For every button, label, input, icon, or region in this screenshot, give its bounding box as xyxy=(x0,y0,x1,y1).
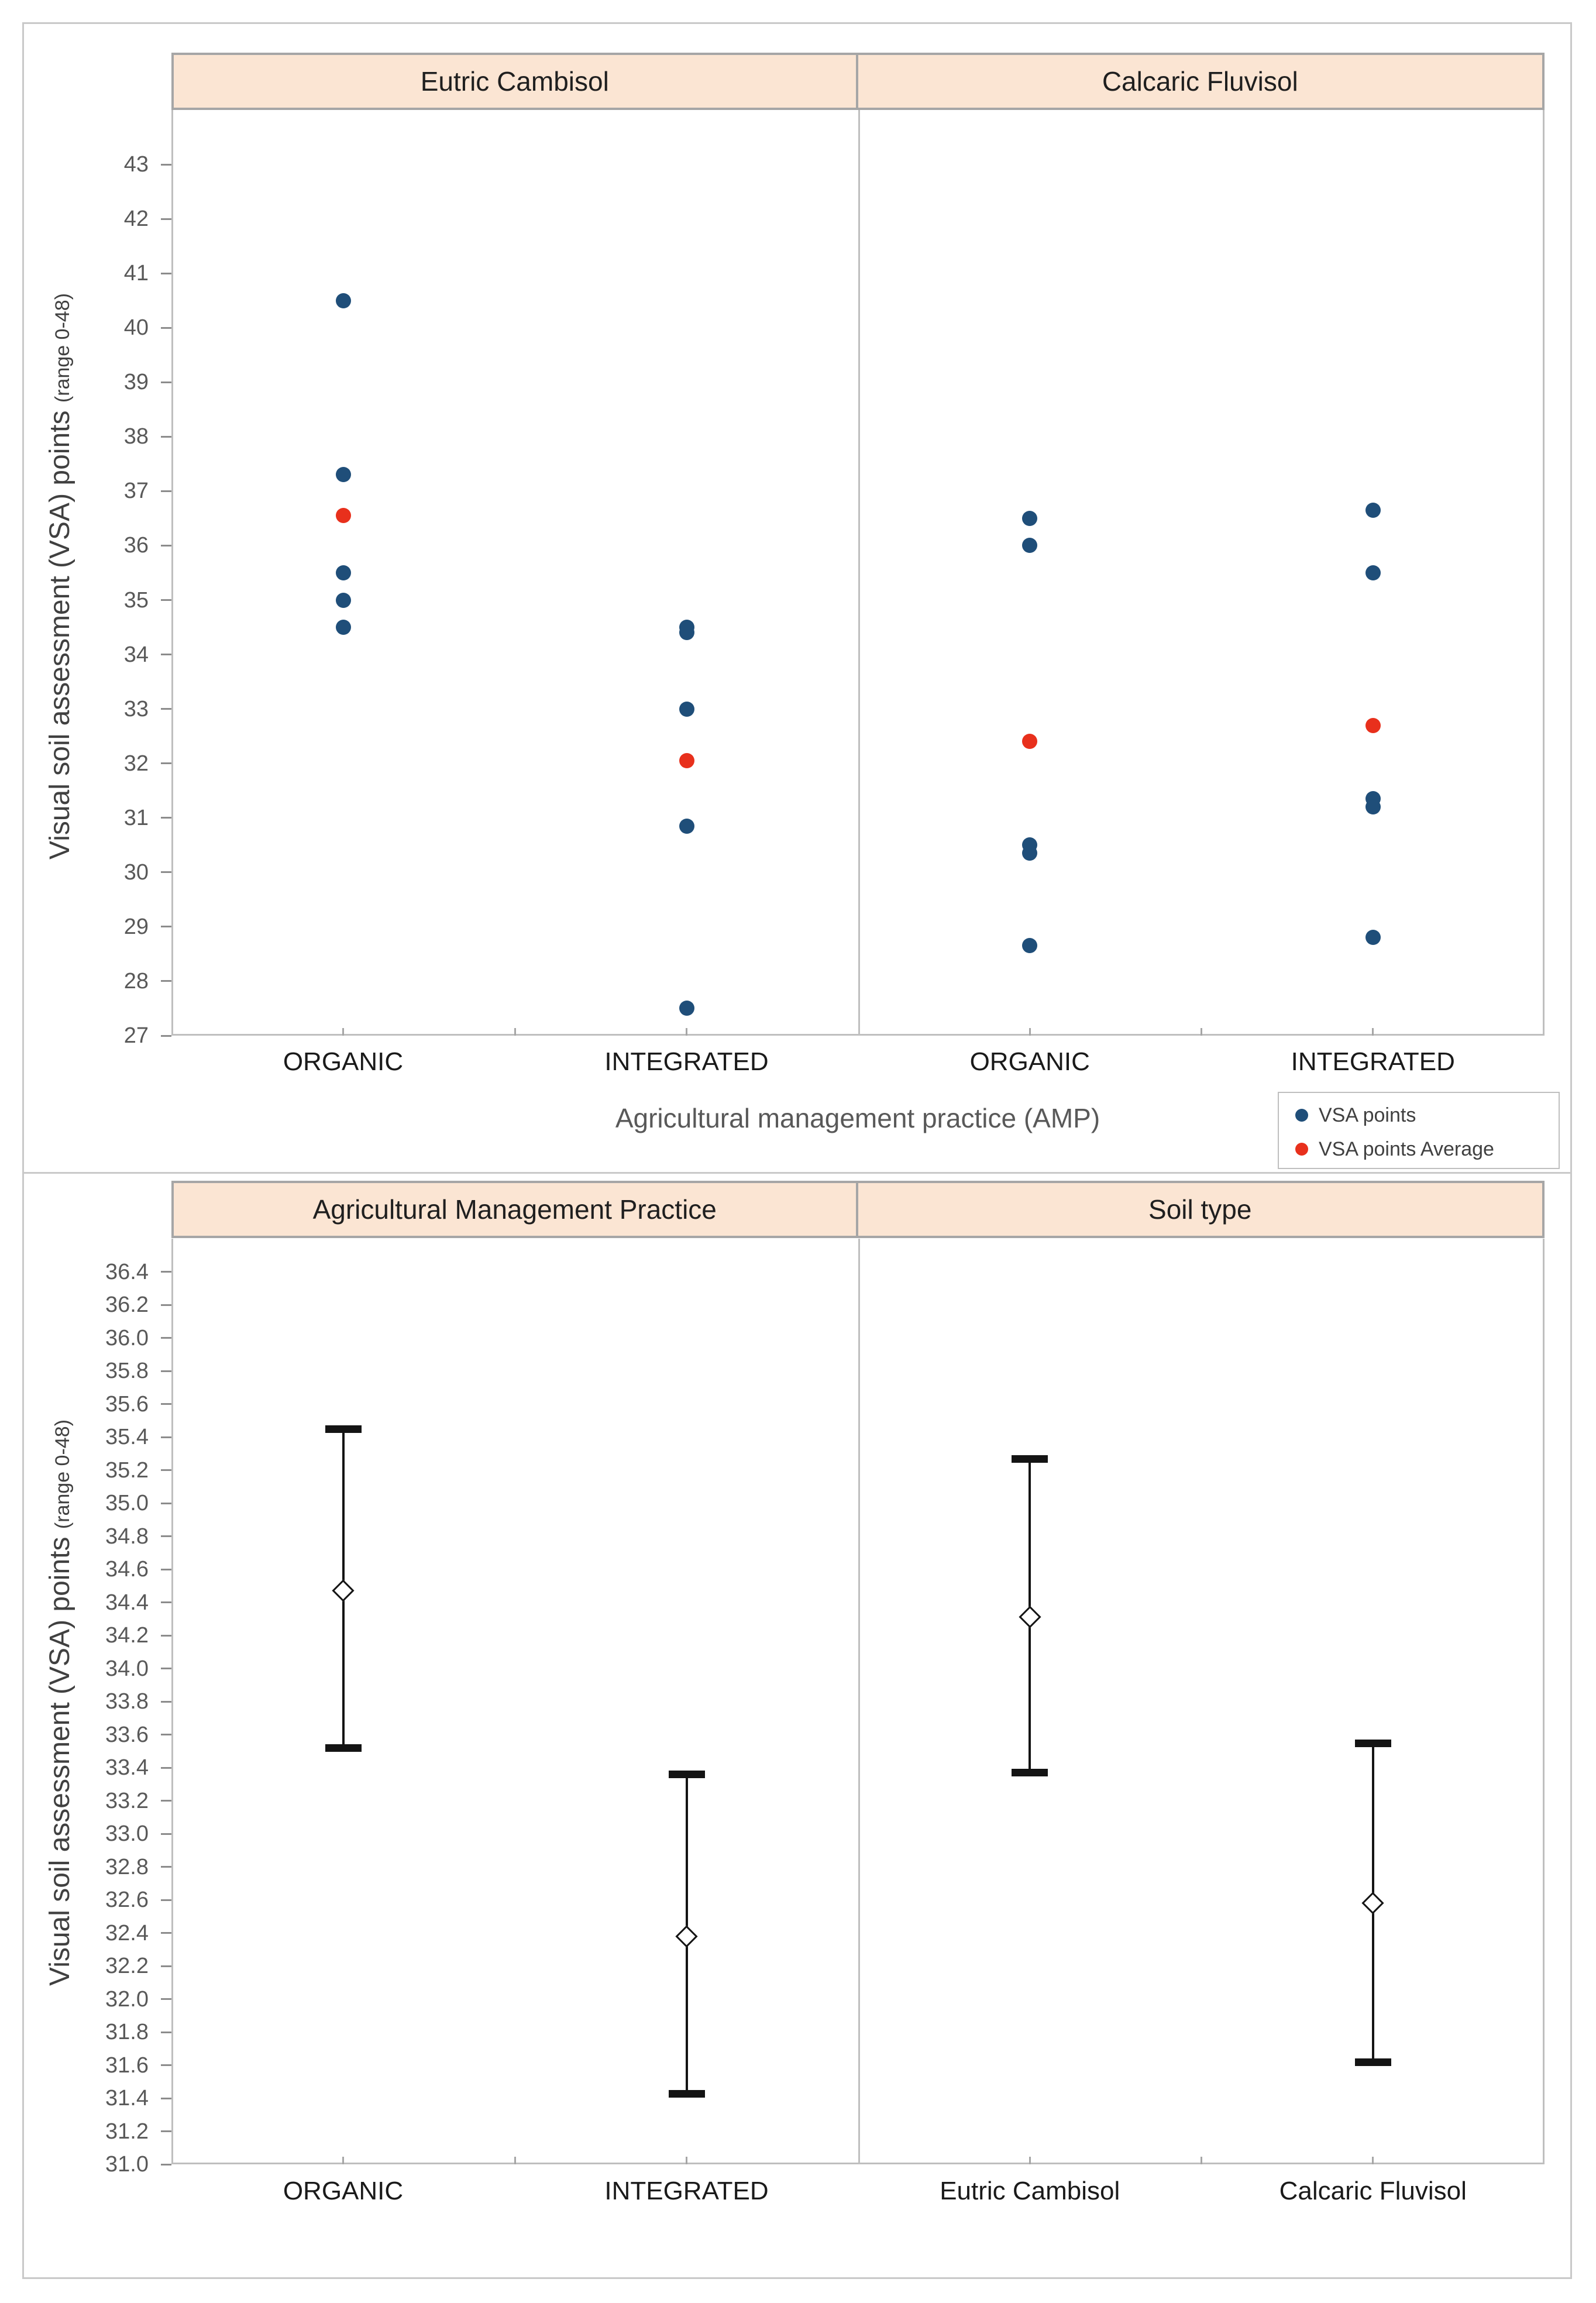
y-axis-tick xyxy=(161,1932,171,1934)
y-axis-tick xyxy=(161,1403,171,1405)
y-axis-tick-label: 34.0 xyxy=(105,1656,149,1681)
average-point xyxy=(336,508,351,523)
y-axis-tick xyxy=(161,327,171,329)
vsa-points-average-dot-icon xyxy=(1295,1143,1308,1156)
y-axis-tick-label: 34.6 xyxy=(105,1557,149,1582)
y-axis-tick xyxy=(161,436,171,438)
y-axis-tick xyxy=(161,1503,171,1504)
y-axis-tick-label: 36.4 xyxy=(105,1259,149,1284)
y-axis-tick xyxy=(161,1734,171,1735)
category-label: Eutric Cambisol xyxy=(940,2177,1120,2205)
legend-item-vsa-points xyxy=(1295,1104,1416,1127)
y-axis-tick-label: 33 xyxy=(123,696,149,721)
errorbar-y-axis-title: Visual soil assessment (VSA) points (range 0-48) xyxy=(44,1419,75,1986)
category-label: Calcaric Fluvisol xyxy=(1279,2177,1467,2205)
y-axis-tick-label: 32.8 xyxy=(105,1854,149,1879)
error-bar-upper-cap xyxy=(325,1425,362,1433)
average-point xyxy=(1365,718,1381,733)
y-axis-tick-label: 31.8 xyxy=(105,2020,149,2044)
data-point xyxy=(336,467,351,482)
category-label: ORGANIC xyxy=(969,1047,1090,1076)
chart-separator-line xyxy=(22,1172,1572,1174)
y-axis-tick xyxy=(161,1866,171,1868)
y-axis-tick xyxy=(161,273,171,274)
category-label: ORGANIC xyxy=(283,1047,404,1076)
x-axis-category-tick xyxy=(1372,2157,1374,2164)
y-axis-tick-label: 35.2 xyxy=(105,1458,149,1483)
x-axis-category-tick xyxy=(342,2157,344,2164)
x-axis-category-tick xyxy=(1029,2157,1031,2164)
y-axis-tick-label: 35.0 xyxy=(105,1491,149,1515)
y-axis-tick xyxy=(161,1271,171,1273)
y-axis-tick-label: 28 xyxy=(123,968,149,994)
y-axis-tick-label: 30 xyxy=(123,860,149,885)
y-axis-tick-label: 36.2 xyxy=(105,1293,149,1317)
panel-header-calcaric-fluvisol: Calcaric Fluvisol xyxy=(1102,66,1298,97)
y-axis-tick-label: 31.6 xyxy=(105,2053,149,2078)
y-axis-tick xyxy=(161,817,171,819)
y-axis-tick-label: 35.4 xyxy=(105,1425,149,1449)
y-axis-tick xyxy=(161,1569,171,1570)
category-label: INTEGRATED xyxy=(604,2177,769,2205)
average-point xyxy=(679,753,694,768)
category-label: INTEGRATED xyxy=(1291,1047,1455,1076)
data-point xyxy=(1365,799,1381,814)
y-axis-tick-label: 29 xyxy=(123,914,149,939)
y-axis-tick-label: 32.6 xyxy=(105,1888,149,1912)
data-point xyxy=(679,702,694,717)
y-axis-tick xyxy=(161,381,171,383)
category-label: ORGANIC xyxy=(283,2177,404,2205)
x-axis-boundary-tick xyxy=(514,1028,516,1036)
y-axis-tick xyxy=(161,1469,171,1471)
error-bar-upper-cap xyxy=(1355,1740,1391,1747)
y-axis-tick-label: 32 xyxy=(123,751,149,776)
y-axis-tick-label: 34.2 xyxy=(105,1623,149,1648)
y-axis-tick-label: 40 xyxy=(123,315,149,341)
y-axis-tick xyxy=(161,926,171,927)
data-point xyxy=(1365,565,1381,580)
y-axis-tick-label: 34 xyxy=(123,642,149,667)
y-axis-tick xyxy=(161,545,171,546)
y-axis-tick-label: 31.0 xyxy=(105,2152,149,2177)
y-axis-tick xyxy=(161,490,171,492)
x-axis-boundary-tick xyxy=(1201,2157,1202,2164)
panel-header-soil-type: Soil type xyxy=(1148,1194,1252,1225)
y-axis-tick xyxy=(161,1668,171,1669)
y-axis-tick-label: 33.4 xyxy=(105,1755,149,1780)
y-axis-tick-label: 32.2 xyxy=(105,1954,149,1978)
error-bar-lower-cap xyxy=(1355,2058,1391,2066)
error-bar-lower-cap xyxy=(669,2090,705,2098)
y-axis-tick xyxy=(161,2064,171,2066)
y-axis-tick-label: 31 xyxy=(123,805,149,830)
y-axis-tick xyxy=(161,2032,171,2033)
y-axis-tick xyxy=(161,762,171,764)
y-axis-tick-label: 35 xyxy=(123,587,149,613)
data-point xyxy=(1365,503,1381,518)
y-axis-tick-label: 27 xyxy=(123,1023,149,1048)
x-axis-boundary-tick xyxy=(1201,1028,1202,1036)
y-axis-tick xyxy=(161,164,171,166)
dot-plot-area xyxy=(171,110,1545,1036)
panel-divider xyxy=(858,110,860,1034)
error-bar-lower-cap xyxy=(325,1744,362,1752)
vsa-points-dot-icon xyxy=(1295,1109,1308,1122)
y-axis-tick xyxy=(161,1601,171,1603)
y-axis-tick xyxy=(161,2098,171,2099)
data-point xyxy=(1022,511,1037,526)
data-point xyxy=(679,625,694,640)
y-axis-tick xyxy=(161,654,171,655)
y-axis-tick-label: 34.4 xyxy=(105,1590,149,1615)
y-axis-tick xyxy=(161,1701,171,1703)
legend-item-vsa-points-average xyxy=(1295,1137,1494,1161)
y-axis-tick xyxy=(161,1767,171,1769)
y-axis-tick-label: 41 xyxy=(123,261,149,286)
y-axis-tick-label: 36.0 xyxy=(105,1325,149,1350)
x-axis-category-tick xyxy=(342,1028,344,1036)
panel-header-agricultural-management-practice: Agricultural Management Practice xyxy=(174,1183,858,1236)
y-axis-tick-label: 32.4 xyxy=(105,1920,149,1945)
y-axis-tick-label: 34.8 xyxy=(105,1524,149,1549)
errorbar-plot-area xyxy=(171,1239,1545,2164)
y-axis-tick xyxy=(161,1998,171,2000)
data-point xyxy=(679,1001,694,1016)
legend-label: VSA points Average xyxy=(1319,1138,1494,1160)
category-label: INTEGRATED xyxy=(604,1047,769,1076)
y-axis-tick xyxy=(161,1535,171,1537)
error-bar-upper-cap xyxy=(1012,1455,1048,1463)
x-axis-category-tick xyxy=(1372,1028,1374,1036)
errorbar-panel-header-band xyxy=(171,1181,1545,1238)
panel-header-eutric-cambisol: Eutric Cambisol xyxy=(174,55,858,108)
y-axis-tick xyxy=(161,1370,171,1372)
y-axis-tick xyxy=(161,980,171,982)
y-axis-tick xyxy=(161,2130,171,2132)
legend-label: VSA points xyxy=(1319,1104,1416,1126)
x-axis-category-tick xyxy=(686,1028,687,1036)
y-axis-tick xyxy=(161,1833,171,1835)
y-axis-tick xyxy=(161,1035,171,1037)
error-bar-upper-cap xyxy=(669,1771,705,1778)
y-axis-tick-label: 33.6 xyxy=(105,1722,149,1747)
y-axis-tick xyxy=(161,708,171,710)
y-axis-tick-label: 36 xyxy=(123,533,149,558)
dot-plot-y-axis-title: Visual soil assessment (VSA) points (range 0-48) xyxy=(44,293,75,860)
y-axis-tick-label: 38 xyxy=(123,424,149,449)
x-axis-category-tick xyxy=(686,2157,687,2164)
y-axis-tick xyxy=(161,1800,171,1802)
dot-plot-x-axis-title: Agricultural management practice (AMP) xyxy=(615,1103,1100,1133)
y-axis-tick xyxy=(161,1304,171,1306)
y-axis-tick-label: 33.0 xyxy=(105,1821,149,1846)
data-point xyxy=(679,819,694,834)
y-axis-tick-label: 35.6 xyxy=(105,1391,149,1417)
data-point xyxy=(336,593,351,608)
data-point xyxy=(336,620,351,635)
x-axis-category-tick xyxy=(1029,1028,1031,1036)
y-axis-tick-label: 32.0 xyxy=(105,1986,149,2012)
error-bar-lower-cap xyxy=(1012,1769,1048,1776)
y-axis-tick xyxy=(161,1899,171,1901)
legend xyxy=(1278,1092,1560,1169)
y-axis-tick xyxy=(161,1337,171,1339)
x-axis-boundary-tick xyxy=(514,2157,516,2164)
y-axis-tick-label: 42 xyxy=(123,207,149,232)
y-axis-tick-label: 35.8 xyxy=(105,1359,149,1383)
y-axis-tick-label: 37 xyxy=(123,479,149,504)
y-axis-tick-label: 39 xyxy=(123,370,149,395)
y-axis-tick xyxy=(161,1965,171,1967)
data-point xyxy=(336,293,351,308)
y-axis-tick-label: 31.2 xyxy=(105,2119,149,2144)
y-axis-tick xyxy=(161,218,171,220)
panel-divider xyxy=(858,1239,860,2163)
y-axis-tick-label: 33.2 xyxy=(105,1788,149,1813)
y-axis-tick-label: 43 xyxy=(123,152,149,177)
y-axis-tick xyxy=(161,1635,171,1637)
y-axis-tick xyxy=(161,2164,171,2165)
y-axis-tick xyxy=(161,871,171,873)
data-point xyxy=(336,565,351,580)
y-axis-tick-label: 33.8 xyxy=(105,1689,149,1714)
y-axis-tick xyxy=(161,1436,171,1438)
y-axis-tick xyxy=(161,599,171,601)
dot-plot-panel-header-band xyxy=(171,53,1545,110)
y-axis-tick-label: 31.4 xyxy=(105,2086,149,2110)
